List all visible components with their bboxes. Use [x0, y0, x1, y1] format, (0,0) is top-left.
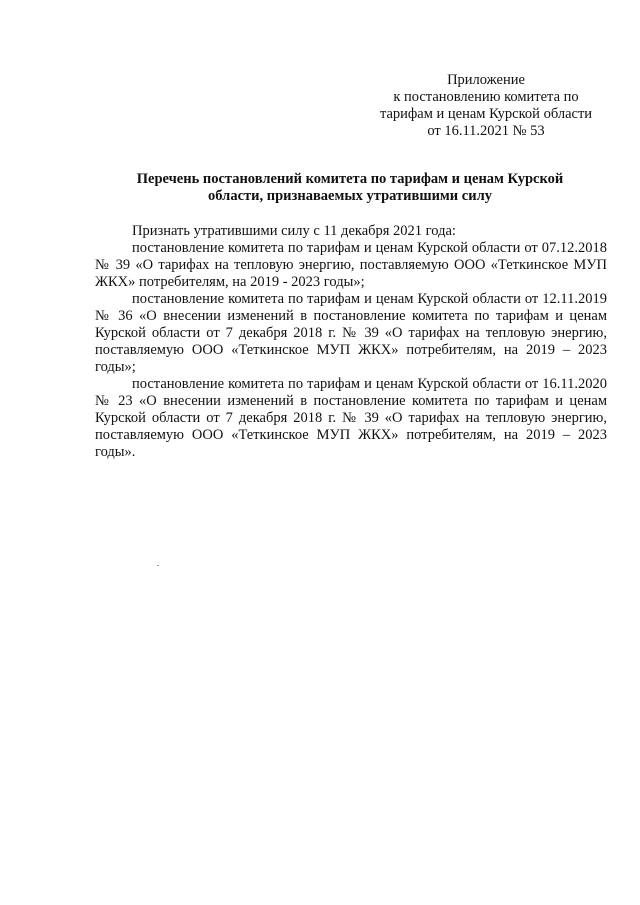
scan-speck: [157, 565, 159, 566]
appendix-date-number: от 16.11.2021 № 53: [427, 123, 545, 139]
list-item: постановление комитета по тарифам и ценам Курской области от 16.11.2020 № 23 «О внесении изменений в постановление комитета по тарифам и ценам Курской области от 7 декабря 2018 г. № 39 «О тарифах на тепловую энергию, поставляемую ООО «Теткинское МУП ЖКХ» потребителям, на 2019 – 2023 годы».: [95, 376, 607, 460]
document-body: [95, 223, 607, 461]
appendix-label: Приложение: [447, 72, 525, 88]
title-line-1: Перечень постановлений комитета по тарифам и ценам Курской: [136, 171, 564, 187]
appendix-reference-line-1: к постановлению комитета по: [393, 89, 579, 105]
intro-paragraph: Признать утратившими силу с 11 декабря 2021 года:: [132, 223, 456, 239]
list-item: постановление комитета по тарифам и ценам Курской области от 12.11.2019 № 36 «О внесении изменений в постановление комитета по тарифам и ценам Курской области от 7 декабря 2018 г. № 39 «О тарифах на тепловую энергию, поставляемую ООО «Теткинское МУП ЖКХ» потребителям, на 2019 – 2023 годы»;: [95, 291, 607, 375]
title-line-2: области, признаваемых утратившими силу: [208, 188, 492, 204]
appendix-header: [340, 72, 632, 140]
appendix-reference-line-2: тарифам и ценам Курской области: [379, 106, 593, 122]
document-title: [95, 171, 605, 205]
list-item: постановление комитета по тарифам и ценам Курской области от 07.12.2018 № 39 «О тарифах на тепловую энергию, поставляемую ООО «Теткинское МУП ЖКХ» потребителям, на 2019 - 2023 годы»;: [95, 240, 607, 290]
